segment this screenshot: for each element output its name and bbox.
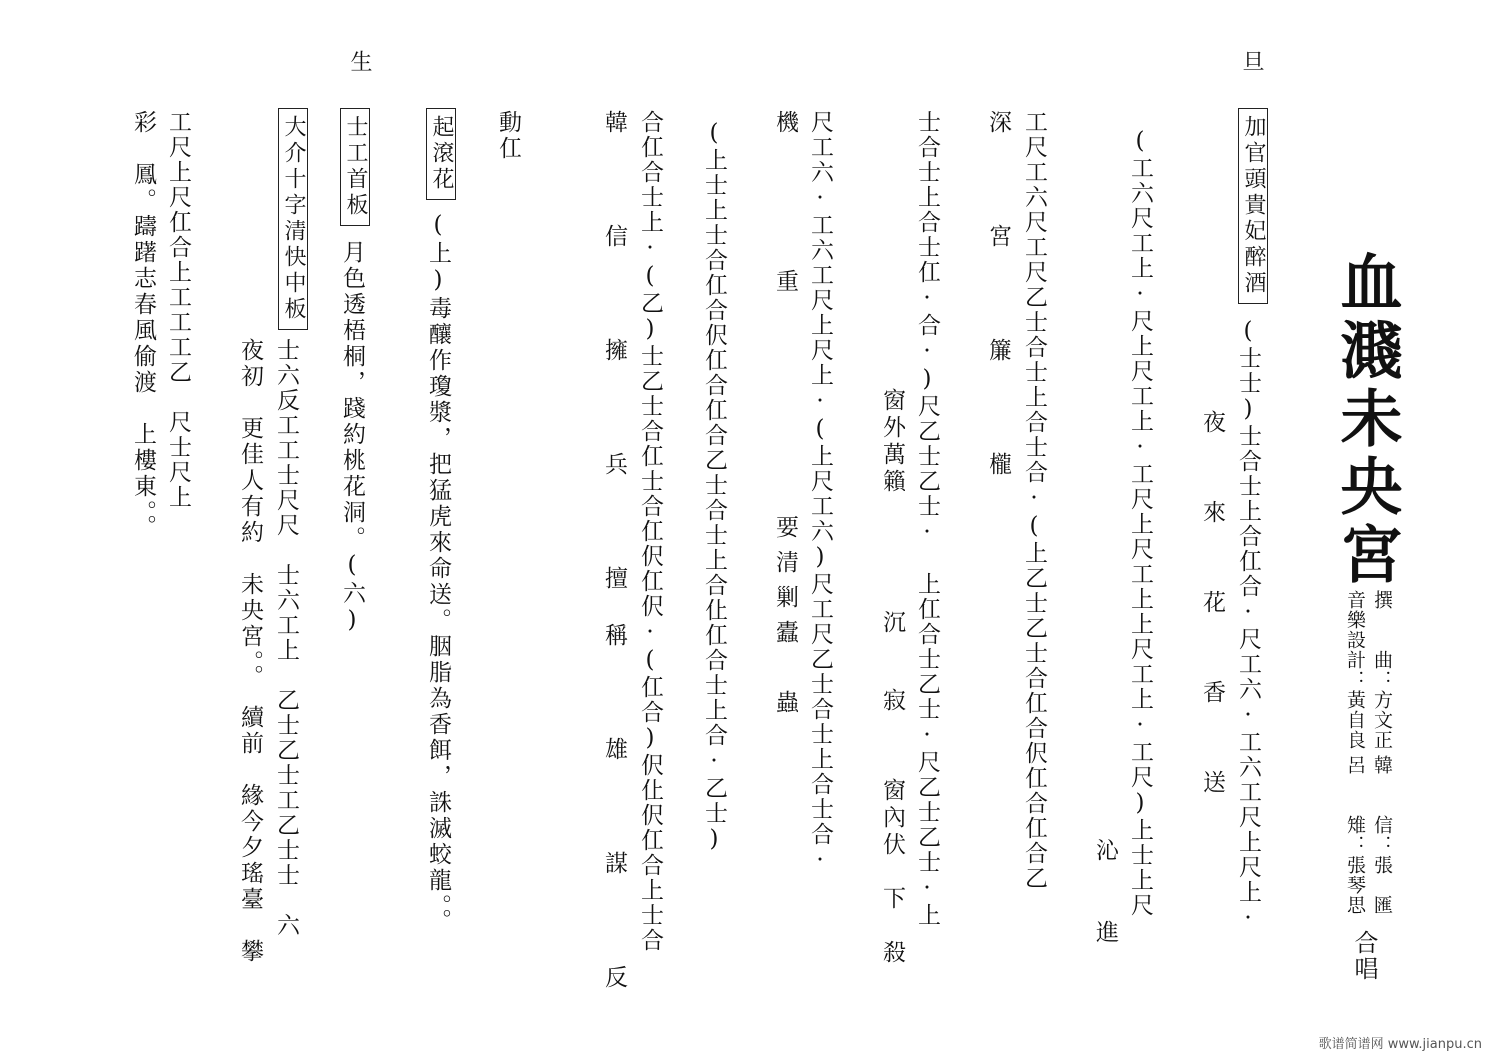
credit-lu-zhi: 呂 雉：張琴思: [1344, 755, 1366, 915]
score-line-3: 工尺工六尺工尺乙士合士上合士合·(上乙士乙士合仜合伬仜合仜合乙: [1021, 110, 1047, 891]
credit-chorus: 合唱: [1350, 930, 1378, 982]
score-line-5: 尺工六·工六工尺上尺上·(上尺工六)尺工尺乙士合士上合士合·: [807, 110, 833, 875]
lyric-line-7: 韓 信 擁 兵 擅稱 雄 謀 反: [601, 110, 627, 1022]
watermark: 歌谱简谱网 www.jianpu.cn: [1318, 1037, 1482, 1052]
credit-lyricist: 撰 曲：方文正: [1371, 590, 1393, 750]
lyric-line-dong: 動仜: [495, 110, 521, 162]
role-dan: 旦: [1239, 50, 1264, 72]
lyric-line-5b: 要清剿蠹 蟲: [772, 515, 798, 725]
lyric-line-4c: 窗內伏 下 殺: [879, 778, 905, 967]
credit-han-xin: 韓 信：張 匯: [1371, 755, 1393, 915]
score-line-8: 士六反工工士尺尺 士六工上 乙士乙士工乙士士 六: [273, 338, 299, 938]
score-line-2: (工六尺工上·尺上尺工上·工尺上尺工上上尺工上·工尺)上士上尺: [1127, 128, 1153, 918]
role-sheng: 生: [347, 50, 372, 72]
lyric-line-ye-chu: 夜初 更佳人有約 未央宮。。 續前 緣今夕瑤臺 攀: [237, 338, 263, 965]
score-line-7: 合仜合士上·(乙)士乙士合仜士合仜伬仜伬·(仜合)伬仩伬仜合上士合: [637, 110, 663, 953]
page-title: 血濺未央宮: [1330, 250, 1403, 590]
lyric-line-cai-feng: 彩 鳳。躊躇志春風偷渡 上樓東。。: [130, 110, 156, 541]
lyric-line-3: 深 宮 簾 櫳: [985, 110, 1011, 509]
score-line-6: (上士上士合仜合伬仜合仜合乙士合士上合仩仜合士上合·乙士): [701, 120, 727, 854]
lyric-line-4b: 沉 寂: [879, 610, 905, 727]
score-line-1: (士士)士合士上合仜合·尺工六·工六工尺上尺上·: [1235, 318, 1261, 933]
section-label-qi-gun-hua: 起滾花: [426, 108, 456, 200]
lyric-line-5a: 機 重: [772, 110, 798, 322]
section-label-da-jie: 大介十字清快中板: [278, 108, 308, 330]
score-line-9: 工尺上尺仜合上工工工乙 尺士尺上: [165, 110, 191, 510]
lyric-line-2: 沁 進: [1092, 838, 1118, 961]
lyric-line-du-niang: (上)毒釀作瓊漿，把猛虎來命送。胭脂為香餌，誅滅蛟龍。。: [425, 212, 451, 935]
lyric-line-4a: 窗外萬籟: [879, 388, 905, 496]
lyric-line-yue-se: 月色透梧桐，踐約桃花洞。(六): [339, 240, 365, 636]
credit-music-design: 音樂設計：黃自良: [1344, 590, 1366, 750]
section-label-guan-tou: 加官頭貴妃醉酒: [1238, 108, 1268, 304]
lyric-line-1: 夜 來 花 香 送: [1199, 410, 1225, 815]
score-line-4: 士合士上合士仜·合·)尺乙士乙士· 上仜合士乙士·尺乙士乙士·上: [914, 110, 940, 928]
section-label-shi-gong: 士工首板: [340, 108, 370, 226]
